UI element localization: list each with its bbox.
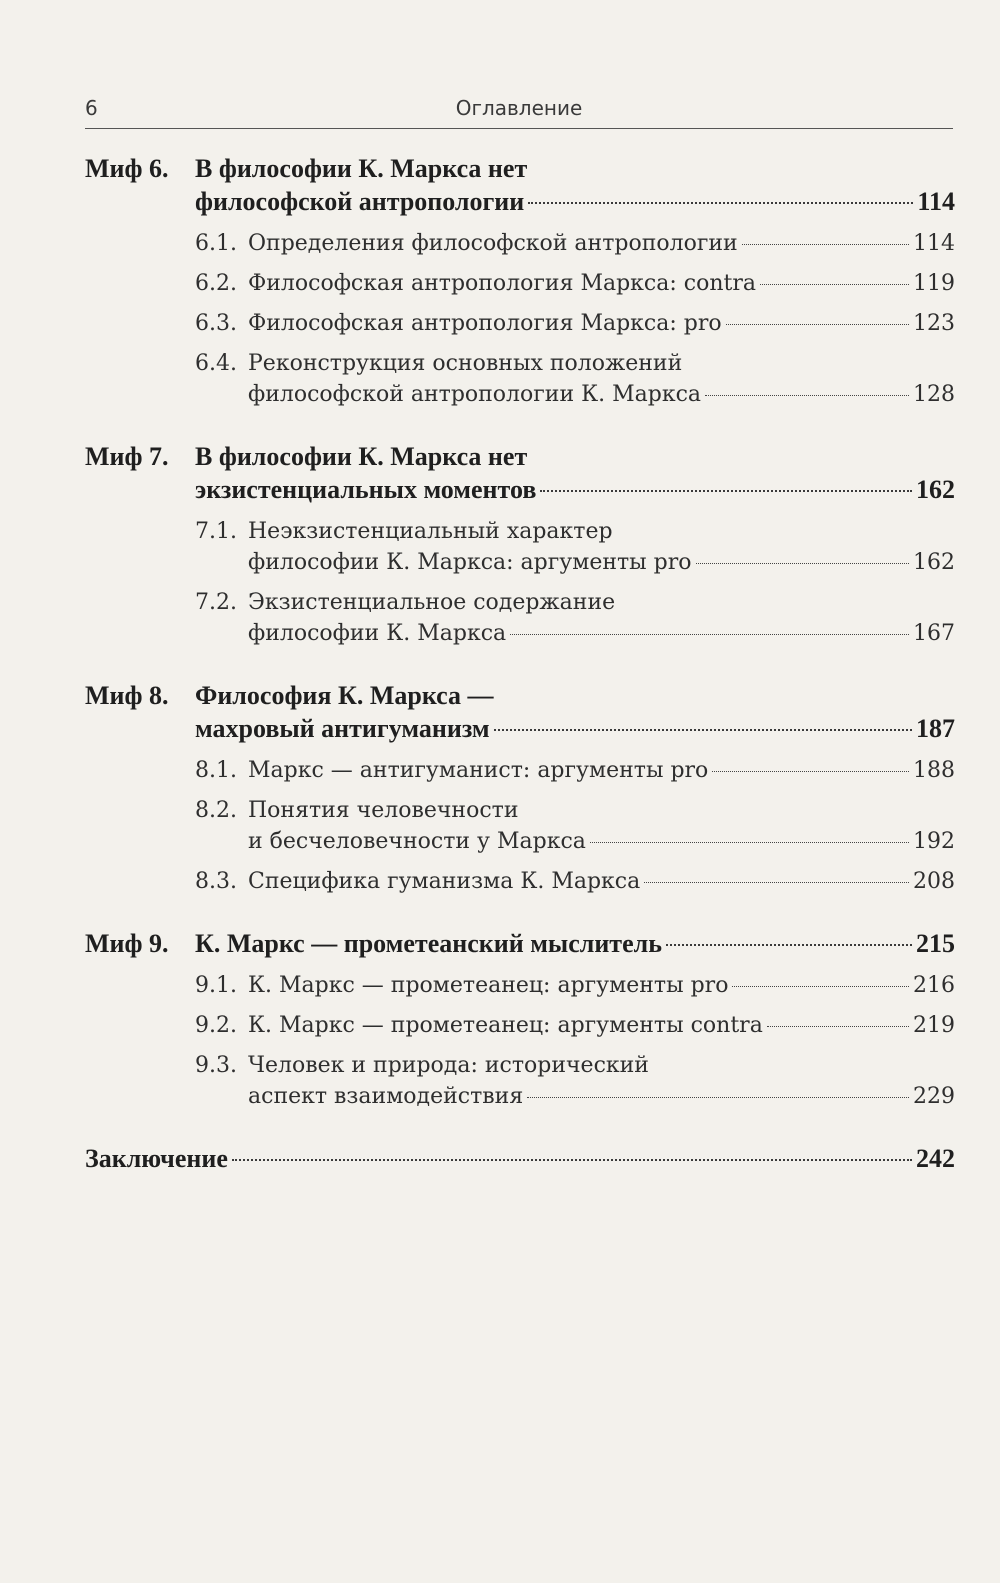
- section-number: 6.3.: [195, 311, 237, 336]
- section-title: аспект взаимодействия: [248, 1084, 524, 1109]
- dot-leader: [494, 729, 912, 731]
- chapter-number: Миф 6.: [85, 154, 169, 183]
- section-title: Философская антропология Маркса: contra: [248, 271, 756, 296]
- section-number: 6.1.: [195, 231, 237, 256]
- section-page: 119: [913, 271, 955, 296]
- chapter-number: Миф 9.: [85, 929, 169, 958]
- section-entry: [195, 268, 955, 299]
- section-number: 8.1.: [195, 758, 237, 783]
- dot-leader: [527, 1097, 909, 1098]
- chapter-title: [195, 440, 955, 506]
- dot-leader: [590, 842, 909, 843]
- chapter-page: 187: [916, 714, 955, 743]
- dot-leader: [726, 324, 909, 325]
- section-page: 229: [913, 1084, 955, 1109]
- section-page: 216: [913, 973, 955, 998]
- section-number: 9.3.: [195, 1053, 237, 1078]
- dot-leader: [705, 395, 909, 396]
- toc-chapter-9: [85, 927, 955, 1112]
- section-entry: [195, 308, 955, 339]
- table-of-contents: [85, 152, 955, 1175]
- section-entry: [195, 1050, 955, 1112]
- section-title: Понятия человечности: [248, 798, 519, 823]
- toc-chapter-7: [85, 440, 955, 649]
- section-title: философской антропологии К. Маркса: [248, 382, 702, 407]
- running-title: Оглавление: [455, 96, 583, 120]
- section-list: [195, 516, 955, 649]
- chapter-entry: [85, 927, 955, 960]
- section-number: 8.3.: [195, 869, 237, 894]
- chapter-entry: [85, 152, 955, 218]
- dot-leader: [767, 1026, 909, 1027]
- section-title: и бесчеловечности у Маркса: [248, 829, 586, 854]
- section-entry: [195, 970, 955, 1001]
- section-number: 9.1.: [195, 973, 237, 998]
- chapter-title-line: махровый антигуманизм: [195, 714, 490, 743]
- page-number: 6: [85, 96, 98, 120]
- section-title: Реконструкция основных положений: [248, 351, 683, 376]
- section-title: философии К. Маркса: [248, 621, 507, 646]
- dot-leader: [732, 986, 909, 987]
- conclusion-page: 242: [916, 1144, 955, 1173]
- section-page: 162: [913, 550, 955, 575]
- section-entry: [195, 587, 955, 649]
- dot-leader: [696, 563, 909, 564]
- dot-leader: [540, 490, 912, 492]
- section-entry: [195, 1010, 955, 1041]
- dot-leader: [760, 284, 909, 285]
- section-number: 9.2.: [195, 1013, 237, 1038]
- toc-chapter-6: [85, 152, 955, 410]
- section-title: философии К. Маркса: аргументы pro: [248, 550, 692, 575]
- section-number: 7.2.: [195, 590, 237, 615]
- dot-leader: [742, 244, 909, 245]
- section-page: 188: [913, 758, 955, 783]
- section-title: Экзистенциальное содержание: [248, 590, 616, 615]
- section-number: 8.2.: [195, 798, 237, 823]
- chapter-title: [195, 679, 955, 745]
- chapter-entry: [85, 679, 955, 745]
- section-title: К. Маркс — прометеанец: аргументы pro: [248, 973, 729, 998]
- section-title: К. Маркс — прометеанец: аргументы contra: [248, 1013, 763, 1038]
- section-title: Неэкзистенциальный характер: [248, 519, 613, 544]
- section-title: Определения философской антропологии: [248, 231, 738, 256]
- running-header: [85, 92, 953, 129]
- section-number: 6.2.: [195, 271, 237, 296]
- chapter-title-line: В философии К. Маркса нет: [195, 154, 528, 183]
- section-list: [195, 755, 955, 897]
- chapter-title-line: В философии К. Маркса нет: [195, 442, 528, 471]
- dot-leader: [232, 1159, 912, 1161]
- dot-leader: [510, 634, 909, 635]
- chapter-page: 114: [917, 187, 955, 216]
- section-number: 6.4.: [195, 351, 237, 376]
- chapter-number: Миф 7.: [85, 442, 169, 471]
- section-list: [195, 228, 955, 410]
- section-title: Человек и природа: исторический: [248, 1053, 649, 1078]
- section-page: 219: [913, 1013, 955, 1038]
- chapter-title-line: экзистенциальных моментов: [195, 475, 537, 504]
- section-page: 208: [913, 869, 955, 894]
- section-entry: [195, 755, 955, 786]
- chapter-page: 162: [916, 475, 955, 504]
- chapter-title: [195, 152, 955, 218]
- chapter-entry: [85, 440, 955, 506]
- chapter-title-line: философской антропологии: [195, 187, 525, 216]
- section-entry: [195, 348, 955, 410]
- dot-leader: [666, 944, 912, 946]
- chapter-title-line: К. Маркс — прометеанский мыслитель: [195, 929, 662, 958]
- chapter-number: Миф 8.: [85, 681, 169, 710]
- section-number: 7.1.: [195, 519, 237, 544]
- section-page: 192: [913, 829, 955, 854]
- section-list: [195, 970, 955, 1112]
- dot-leader: [712, 771, 909, 772]
- toc-chapter-8: [85, 679, 955, 897]
- section-title: Маркс — антигуманист: аргументы pro: [248, 758, 709, 783]
- section-entry: [195, 228, 955, 259]
- section-title: Специфика гуманизма К. Маркса: [248, 869, 641, 894]
- chapter-title: [195, 927, 955, 960]
- section-entry: [195, 795, 955, 857]
- section-page: 114: [913, 231, 955, 256]
- section-page: 123: [913, 311, 955, 336]
- section-page: 128: [913, 382, 955, 407]
- toc-conclusion: [85, 1142, 955, 1175]
- section-title: Философская антропология Маркса: pro: [248, 311, 722, 336]
- chapter-page: 215: [916, 929, 955, 958]
- chapter-title-line: Философия К. Маркса —: [195, 681, 494, 710]
- conclusion-title: Заключение: [85, 1144, 228, 1173]
- section-entry: [195, 866, 955, 897]
- section-entry: [195, 516, 955, 578]
- dot-leader: [644, 882, 909, 883]
- section-page: 167: [913, 621, 955, 646]
- dot-leader: [528, 202, 913, 204]
